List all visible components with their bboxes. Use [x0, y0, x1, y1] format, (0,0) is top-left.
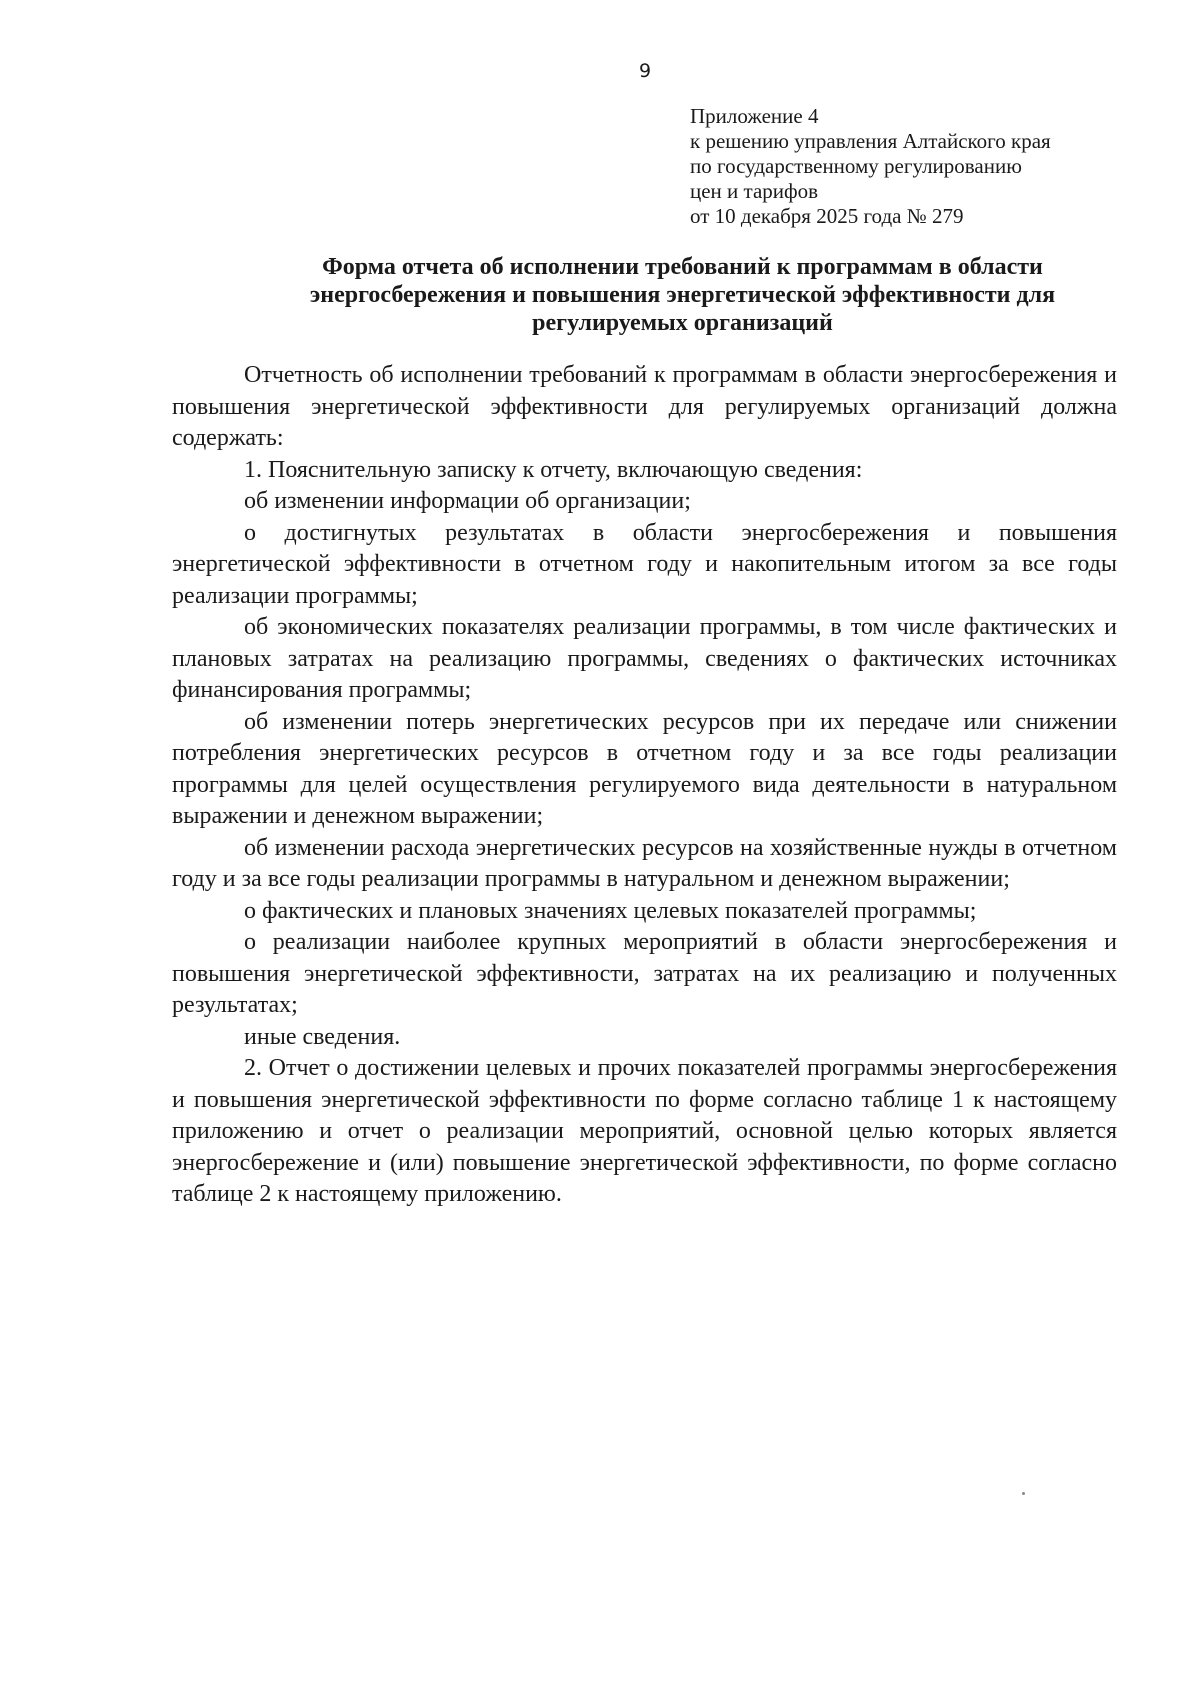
- body-paragraph: об экономических показателях реализации программы, в том числе фактических и плановых затратах на реализацию программы, сведениях о фактических источниках финансирования программы;: [172, 614, 1117, 703]
- title-line: энергосбережения и повышения энергетической эффективности для: [309, 282, 1056, 308]
- body-paragraph: Отчетность об исполнении требований к программам в области энергосбережения и повышения энергетической эффективности для регулируемых организаций должна содержать:: [172, 362, 1117, 451]
- page-number: 9: [638, 60, 652, 82]
- appendix-line: по государственному регулированию: [690, 154, 1022, 178]
- body-paragraph: о достигнутых результатах в области энергосбережения и повышения энергетической эффективности в отчетном году и накопительным итогом за все годы реализации программы;: [172, 519, 1117, 609]
- scan-speck: [1022, 1492, 1025, 1495]
- title-line: Форма отчета об исполнении требований к программам в области: [322, 254, 1043, 280]
- appendix-line: Приложение 4: [690, 104, 819, 128]
- appendix-line: к решению управления Алтайского края: [690, 129, 1051, 153]
- appendix-line: от 10 декабря 2025 года № 279: [690, 204, 964, 228]
- body-paragraph: об изменении потерь энергетических ресурсов при их передаче или снижении потребления энергетических ресурсов в отчетном году и за все годы реализации программы для целей осуществления регулируемого вида деятельности в натуральном выражении и денежном выражении;: [172, 708, 1117, 829]
- title-line: регулируемых организаций: [532, 310, 833, 336]
- document-title: [195, 253, 1170, 337]
- appendix-header: [690, 104, 1150, 229]
- appendix-line: цен и тарифов: [690, 179, 819, 203]
- body-paragraph: о реализации наиболее крупных мероприятий в области энергосбережения и повышения энергетической эффективности, затратах на их реализацию и полученных результатах;: [172, 929, 1117, 1018]
- body-paragraph: об изменении расхода энергетических ресурсов на хозяйственные нужды в отчетном году и за все годы реализации программы в натуральном и денежном выражении;: [172, 834, 1117, 892]
- body-paragraph: 2. Отчет о достижении целевых и прочих показателей программы энергосбережения и повышения энергетической эффективности по форме согласно таблице 1 к настоящему приложению и отчет о реализации мероприятий, основной целью которых является энергосбережение и (или) повышение энергетической эффективности, по форме согласно таблице 2 к настоящему приложению.: [172, 1055, 1117, 1207]
- body-paragraph: об изменении информации об организации;: [244, 488, 691, 514]
- document-body: [172, 360, 1117, 1211]
- body-paragraph: иные сведения.: [244, 1023, 401, 1050]
- body-paragraph: о фактических и плановых значениях целевых показателей программы;: [244, 897, 977, 924]
- body-paragraph: 1. Пояснительную записку к отчету, включающую сведения:: [244, 456, 863, 483]
